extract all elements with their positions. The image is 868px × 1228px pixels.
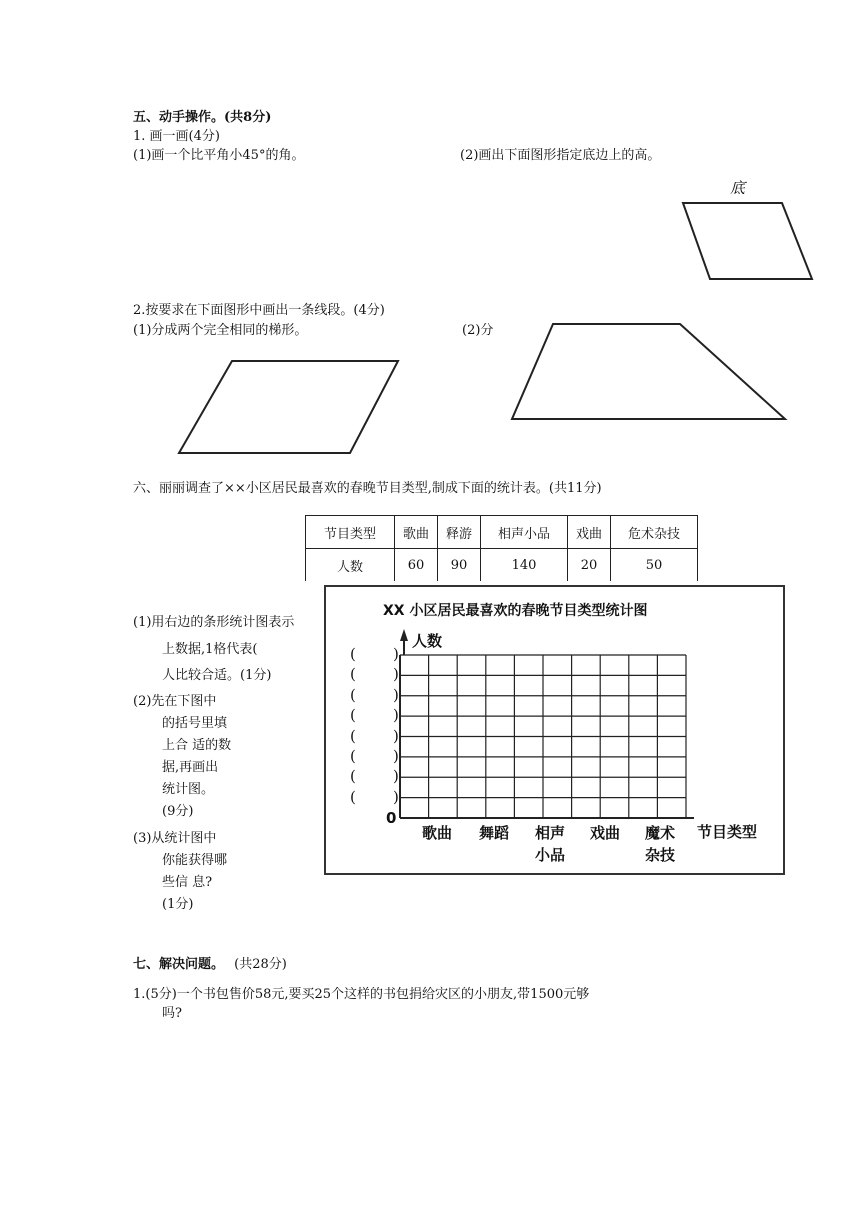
q2-line: 统计图。 bbox=[162, 782, 215, 797]
y-axis-arrow bbox=[400, 629, 408, 641]
blank-open-paren: ( bbox=[350, 787, 356, 806]
blank-open-paren: ( bbox=[350, 665, 356, 684]
origin-label: 0 bbox=[386, 809, 397, 827]
section5-q2-part1: (1)分成两个完全相同的梯形。 bbox=[133, 323, 308, 338]
blank-close-paren: ) bbox=[393, 726, 399, 745]
section5-q1-part1: (1)画一个比平角小45°的角。 bbox=[133, 148, 305, 163]
blank-open-paren: ( bbox=[350, 746, 356, 765]
section7-title: 七、解决问题。 bbox=[133, 957, 225, 972]
table-header-cell: 相声小品 bbox=[481, 516, 568, 549]
table-header-cell: 戏曲 bbox=[568, 516, 611, 549]
q2-line: 上合 适的数 bbox=[162, 738, 232, 753]
x-axis-label: 节目类型 bbox=[697, 823, 758, 841]
q3-line: (3)从统计图中 bbox=[133, 831, 217, 846]
blank-close-paren: ) bbox=[393, 645, 399, 663]
x-category-top: 歌曲 bbox=[422, 824, 453, 842]
table-header-cell: 歌曲 bbox=[395, 516, 438, 549]
q2-line: (9分) bbox=[162, 804, 194, 819]
grid-lines bbox=[400, 640, 694, 818]
table-cell: 140 bbox=[481, 549, 568, 582]
blank-open-paren: ( bbox=[350, 726, 356, 745]
section5-q2-title: 2.按要求在下面图形中画出一条线段。(4分) bbox=[133, 303, 385, 318]
section7-heading bbox=[133, 957, 287, 973]
y-axis-label: 人数 bbox=[412, 632, 443, 650]
table-cell: 20 bbox=[568, 549, 611, 582]
q2-line: (2)先在下图中 bbox=[133, 694, 217, 709]
blank-open-paren: ( bbox=[350, 706, 356, 725]
x-category-label bbox=[422, 822, 452, 844]
table-header-cell: 释游 bbox=[438, 516, 481, 549]
x-category-label bbox=[590, 822, 620, 844]
x-category-top: 魔术 bbox=[645, 824, 676, 842]
blank-close-paren: ) bbox=[393, 706, 399, 725]
blank-open-paren: ( bbox=[350, 645, 356, 663]
x-category-label bbox=[479, 822, 509, 844]
section6-heading: 六、丽丽调查了××小区居民最喜欢的春晚节目类型,制成下面的统计表。(共11分) bbox=[133, 481, 602, 496]
chart-title: XX 小区居民最喜欢的春晚节目类型统计图 bbox=[383, 603, 648, 619]
section7-q1-line2: 吗? bbox=[162, 1006, 182, 1021]
section5-q1-title: 1. 画一画(4分) bbox=[133, 129, 220, 144]
base-label: 底 bbox=[730, 179, 746, 197]
blank-close-paren: ) bbox=[393, 787, 399, 806]
blank-open-paren: ( bbox=[350, 685, 356, 704]
blank-close-paren: ) bbox=[393, 746, 399, 765]
blank-open-paren: ( bbox=[350, 767, 356, 786]
x-category-top: 舞蹈 bbox=[479, 824, 510, 842]
x-category-label bbox=[535, 822, 565, 866]
q3-line: (1分) bbox=[162, 897, 194, 912]
section7-q1-line1: 1.(5分)一个书包售价58元,要买25个这样的书包捐给灾区的小朋友,带1500元够 bbox=[133, 987, 590, 1002]
section5-q1-part2: (2)画出下面图形指定底边上的高。 bbox=[460, 148, 661, 163]
section5-heading: 五、动手操作。(共8分) bbox=[133, 110, 272, 125]
q1-line: 人比较合适。(1分) bbox=[162, 668, 272, 683]
x-category-bottom: 杂技 bbox=[645, 846, 676, 864]
x-category-bottom: 小品 bbox=[535, 846, 566, 864]
table-cell: 50 bbox=[611, 549, 698, 582]
q2-line: 的括号里填 bbox=[162, 716, 228, 731]
table-header-cell: 节目类型 bbox=[306, 516, 395, 549]
x-category-top: 相声 bbox=[535, 824, 566, 842]
blank-close-paren: ) bbox=[393, 665, 399, 684]
section7-points: (共28分) bbox=[234, 957, 287, 972]
blank-close-paren: ) bbox=[393, 767, 399, 786]
x-category-label bbox=[645, 822, 675, 866]
q3-line: 些信 息? bbox=[162, 875, 213, 890]
q2-line: 据,再画出 bbox=[162, 760, 219, 775]
q1-line: 上数据,1格代表( bbox=[162, 642, 258, 657]
x-category-top: 戏曲 bbox=[590, 824, 621, 842]
table-row-label: 人数 bbox=[306, 549, 395, 582]
q3-line: 你能获得哪 bbox=[162, 853, 228, 868]
table-cell: 90 bbox=[438, 549, 481, 582]
blank-close-paren: ) bbox=[393, 685, 399, 704]
section5-q2-part2: (2)分 bbox=[462, 323, 494, 338]
table-header-cell: 危术杂技 bbox=[611, 516, 698, 549]
q1-line: (1)用右边的条形统计图表示 bbox=[133, 615, 295, 630]
table-cell: 60 bbox=[395, 549, 438, 582]
